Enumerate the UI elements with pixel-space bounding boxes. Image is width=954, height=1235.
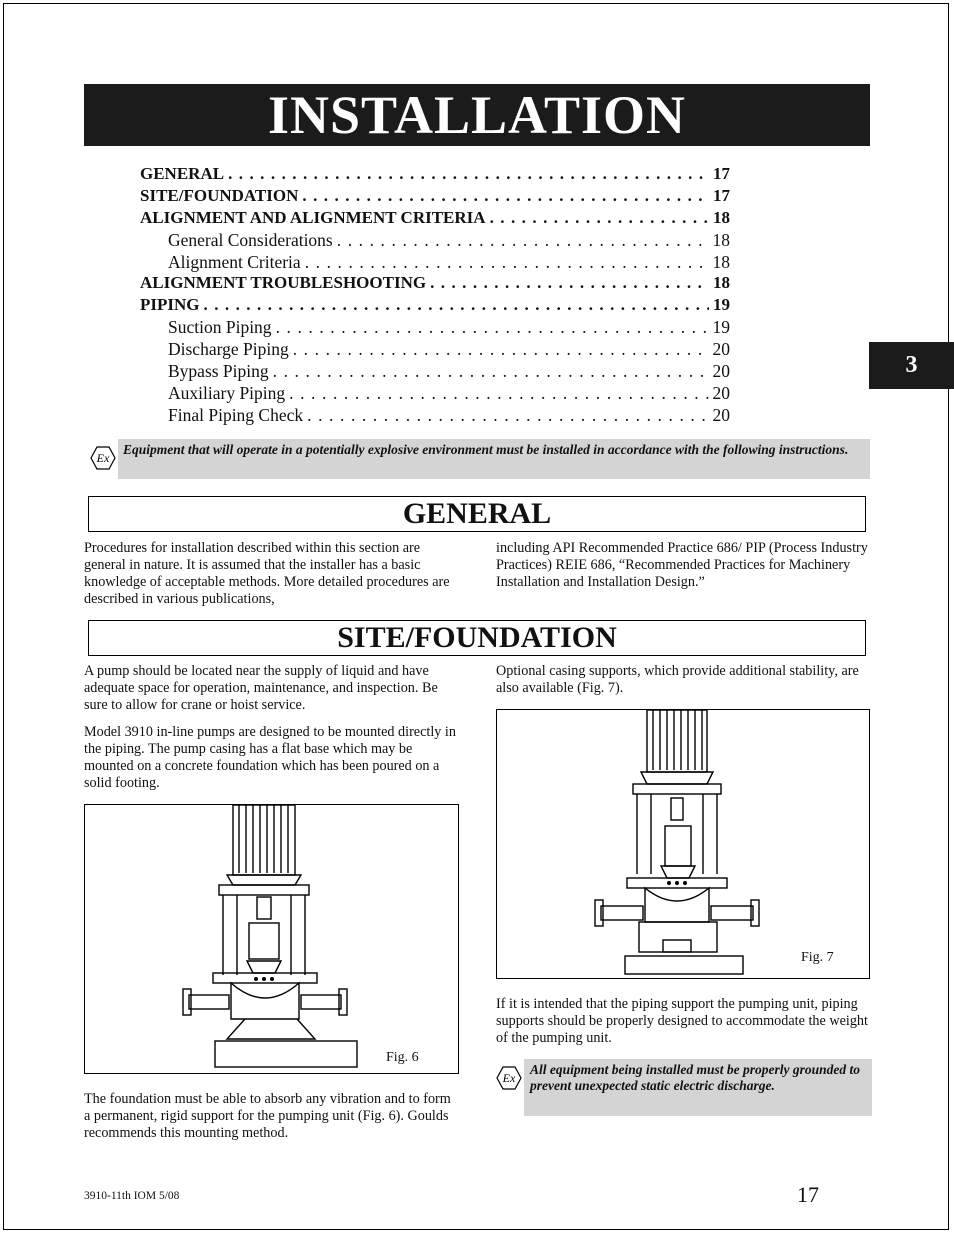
toc-leader-dots	[289, 383, 708, 404]
toc-leader-dots	[276, 317, 709, 338]
figure-7-caption: Fig. 7	[801, 950, 834, 965]
svg-text:Ex: Ex	[502, 1071, 516, 1085]
toc-entry-label: General Considerations	[168, 229, 333, 250]
toc-entry-page: 18	[712, 229, 730, 250]
toc-leader-dots	[307, 405, 708, 426]
toc-entry-label: SITE/FOUNDATION	[140, 185, 299, 205]
grounding-warning: All equipment being installed must be properly grounded to prevent unexpected static electric discharge.	[524, 1059, 872, 1116]
explosive-environment-warning: Equipment that will operate in a potentially explosive environment must be installed in accordance with the following instructions.	[118, 439, 870, 479]
document-code: 3910-11th IOM 5/08	[84, 1190, 180, 1202]
toc-entry-label: ALIGNMENT TROUBLESHOOTING	[140, 273, 427, 293]
toc-entry	[140, 273, 730, 295]
site-right-paragraph-1: Optional casing supports, which provide additional stability, are also available (Fig. 7).	[496, 663, 859, 696]
toc-entry	[140, 230, 730, 252]
toc-entry-page: 18	[712, 251, 730, 272]
toc-leader-dots	[305, 252, 709, 273]
table-of-contents	[140, 164, 730, 427]
toc-entry-page: 20	[712, 339, 730, 360]
toc-entry-label: GENERAL	[140, 164, 225, 183]
toc-leader-dots	[228, 164, 709, 184]
toc-entry-page: 18	[713, 273, 730, 293]
general-text-right: including API Recommended Practice 686/ PIP (Process Industry Practices) REIE 686, “Recommended Practices for Machinery Installation and Installation Design.”	[496, 540, 868, 590]
site-paragraph-1: A pump should be located near the supply of liquid and have adequate space for operation, maintenance, and inspection. Be sure to allow for crane or hoist service.	[84, 663, 438, 713]
toc-leader-dots	[273, 361, 709, 382]
toc-entry-label: Alignment Criteria	[168, 251, 301, 272]
toc-leader-dots	[337, 230, 709, 251]
figure-6-caption: Fig. 6	[386, 1050, 419, 1065]
toc-entry-page: 20	[712, 382, 730, 403]
toc-entry-label: Discharge Piping	[168, 339, 289, 360]
figure-7	[496, 709, 870, 979]
toc-entry	[140, 295, 730, 317]
page-number: 17	[797, 1182, 819, 1207]
site-paragraph-2: Model 3910 in-line pumps are designed to be mounted directly in the piping. The pump casing has a flat base which may be mounted on a concrete foundation which has been poured on a solid footing.	[84, 724, 456, 791]
site-paragraph-3: The foundation must be able to absorb any vibration and to form a permanent, rigid support for the pumping unit (Fig. 6). Goulds recommends this mounting method.	[84, 1091, 451, 1141]
pump-drawing-fig7	[497, 710, 870, 979]
toc-entry	[140, 186, 730, 208]
svg-text:Ex: Ex	[96, 451, 110, 465]
general-heading: GENERAL	[88, 496, 866, 532]
toc-entry-page: 20	[712, 361, 730, 382]
toc-leader-dots	[430, 273, 709, 293]
toc-entry	[140, 252, 730, 274]
toc-leader-dots	[490, 208, 709, 228]
toc-entry-page: 17	[713, 185, 730, 205]
toc-entry	[140, 164, 730, 186]
site-foundation-heading: SITE/FOUNDATION	[88, 620, 866, 656]
toc-entry	[140, 317, 730, 339]
toc-entry-label: Final Piping Check	[168, 404, 304, 425]
toc-entry-label: Suction Piping	[168, 317, 272, 338]
toc-entry-label: ALIGNMENT AND ALIGNMENT CRITERIA	[140, 207, 486, 227]
toc-entry	[140, 361, 730, 383]
toc-entry-page: 19	[713, 295, 730, 315]
figure-6	[84, 804, 459, 1074]
toc-entry-page: 18	[713, 207, 730, 227]
toc-entry	[140, 383, 730, 405]
general-text-left: Procedures for installation described within this section are general in nature. It is assumed that the installer has a basic knowledge of acceptable methods. More detailed procedures are described in various publications,	[84, 540, 450, 607]
toc-entry	[140, 405, 730, 427]
site-right-paragraph-2: If it is intended that the piping support the pumping unit, piping supports should be properly designed to accommodate the weight of the pumping unit.	[496, 996, 868, 1046]
toc-entry-page: 20	[712, 404, 730, 425]
section-tab: 3	[869, 342, 954, 389]
toc-entry	[140, 208, 730, 230]
toc-entry	[140, 339, 730, 361]
toc-leader-dots	[302, 186, 709, 206]
toc-entry-label: Auxiliary Piping	[168, 382, 286, 403]
explosion-proof-icon	[90, 446, 116, 470]
toc-leader-dots	[204, 295, 710, 315]
toc-entry-page: 19	[712, 317, 730, 338]
toc-entry-page: 17	[713, 164, 730, 183]
toc-entry-label: Bypass Piping	[168, 361, 269, 382]
pump-drawing-fig6	[85, 805, 459, 1074]
toc-leader-dots	[293, 339, 709, 360]
explosion-proof-icon	[496, 1066, 522, 1090]
page-title: INSTALLATION	[84, 84, 870, 146]
toc-entry-label: PIPING	[140, 295, 200, 315]
